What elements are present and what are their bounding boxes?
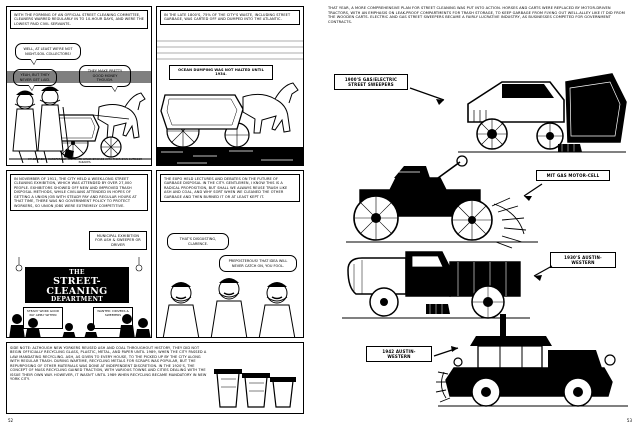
panel-1-bubble-1: WELL, AT LEAST WE'RE NOT NIGHT-SOIL COLLECTORS! — [15, 43, 81, 60]
panel-4-artwork — [157, 275, 304, 338]
panel-4-caption: THE EXPO HELD LECTURES AND DEBATES ON THE FUTURE OF GARBAGE DISPOSAL IN THE CITY. GENTLEMEN, I KNOW THIS IS A RADICAL PROPOSITION, BUT SHALL WE ALWAYS REUSE TRASH LIKE ASH AND COAL, AND WHY SORT WHEN WE CLEANED THE OTHER GARBAGE AND THEN BURNED IT OR AT LEAST KEPT IT. — [160, 174, 300, 202]
panel-4 — [156, 170, 304, 338]
exhibit-sign-line-2: STREET-CLEANING — [46, 275, 108, 297]
vehicle-three-wheel-motor-sweeper — [342, 156, 542, 252]
panel-2 — [156, 6, 304, 166]
left-folio: 52 — [8, 418, 14, 423]
panel-5 — [6, 342, 304, 414]
panel-3-sidesign-right: WANTED: DRIVERS & SWEEPERS — [93, 307, 133, 329]
panel-4-bubble-1: THAT'S DISGUSTING, CLARENCE. — [167, 233, 229, 250]
exhibit-sign-line-1: THE — [69, 269, 85, 276]
panel-5-artwork — [211, 349, 299, 411]
right-page — [322, 0, 640, 426]
vehicle-1942-austin-western — [438, 310, 630, 410]
right-folio: 53 — [626, 418, 632, 423]
label-1942-austin-western: 1942 AUSTIN-WESTERN — [366, 346, 432, 362]
panel-1 — [6, 6, 152, 166]
panel-1-credit: IMAGE CREDIT: SWEEPERS OF THE WHITE WINGS BRIGADE WITH THEIR OWN OUTDOOR PARADES. — [27, 157, 143, 164]
label-mit-gas-motor-cell: MIT GAS MOTOR-CELL — [536, 170, 610, 181]
panel-1-artwork — [7, 71, 152, 166]
panel-3-artwork — [7, 257, 152, 338]
panel-3-banner: MUNICIPAL EXHIBITION FOR ASH & SWEEPER OR DRIVER — [89, 231, 147, 250]
label-1930s-austin-western: 1930'S AUSTIN-WESTERN — [550, 252, 616, 268]
panel-2-artwork — [157, 35, 304, 166]
vehicle-1900s-gas-electric-sweeper — [450, 60, 630, 156]
left-page — [0, 0, 318, 426]
panel-2-sign: OCEAN DUMPING WAS NOT HALTED UNTIL 1934. — [169, 65, 273, 80]
panel-3-sidesign-left: STEADY WORK GOOD PAY APPLY WITHIN — [23, 307, 63, 329]
exhibit-sign-line-3: DEPARTMENT — [50, 295, 104, 303]
arrow-to-sweeper-1 — [410, 84, 454, 110]
label-1900s-sweepers: 1900'S GAS/ELECTRIC STREET SWEEPERS — [334, 74, 408, 90]
right-page-header-text: THAT YEAR, A MORE COMPREHENSIVE PLAN FOR STREET CLEANING WAS PUT INTO ACTION. HORSES AND CARTS WERE REPLACED BY MOTOR-DRIVEN TRACTORS, WITH AN EMPHASIS ON LEAK-PROOF COMPARTMENTS FOR TRASH STORAGE, TO KEEP GARBAGE FROM FLYING OUT WELL-ALLEY LIKE IT DID FROM THE WOODEN CARTS. ELECTRIC AND GAS STREET SWEEPERS BECAME A FAIRLY LUCRATIVE INDUSTRY, AS BUSINESSES COMPETED FOR GOVERNMENT CONTRACTS. — [328, 6, 625, 25]
panel-1-caption: WITH THE FORMING OF AN OFFICIAL STREET CLEANING COMMITTEE, CLEANERS WARRED REGULARLY IN TO 10-HOUR DAYS, AND WERE THE LOWEST PAID CIVIL SERVANTS. — [10, 10, 148, 29]
panel-3 — [6, 170, 152, 338]
panel-2-caption: IN THE LATE 1800'S, 75% OF THE CITY'S WASTE, INCLUDING STREET GARBAGE, WAS CARTED OFF AND DUMPED INTO THE ATLANTIC. — [160, 10, 300, 25]
panel-4-bubble-2: PREPOSTEROUS! THAT IDEA WILL NEVER CATCH ON, YOU FOOL. — [219, 255, 297, 272]
panel-3-caption: IN NOVEMBER OF 1911, THE CITY HELD A WEEK-LONG STREET CLEANING EXHIBITION, WHICH WAS ATTENDED BY OVER 27,000 PEOPLE. EXHIBITORS SHOWED OFF NEW AND IMPROVED TRASH DISPOSAL METHODS, WHILE CIVILIANS ATTENDED IN HOPES OF GETTING A UNION JOB WITH STEADY PAY AND REGULAR HOURS AT THAT TIME, THERE WAS NO GOVERNMENT POLICY TO PROTECT WORKERS, SO UNION JOBS WERE EXTREMELY COMPETITIVE. — [10, 174, 148, 211]
panel-5-caption: SIDE NOTE: ALTHOUGH NEW YORKERS REUSED ASH AND COAL THROUGHOUT HISTORY, THEY DID NOT BEGIN OFFICIALLY RECYCLING GLASS, PLASTIC, METAL, AND PAPER UNTIL 1989, WHEN THE CITY PASSED A LAW MANDATING RECYCLING. ASH, AS GIVEN TO EVERY HOUSE, TO THE PICKED UP BY THE CITY ALONG WITH REGULAR TRASH. DURING WARTIME, RECYCLING METALS FOR SCRAPS WAS POPULAR, BUT THE REPURPOSING OF OTHER MATERIALS WAS DONE AT INDEPENDENT DISCRETION. IN THE 1920'S, THE CONCEPT OF MASS RECYCLING GAINED TRACTION, WITH VARIOUS TOWNS AND CITIES DEALING WITH THE ISSUE THEIR OWN WAY. HOWEVER, IT WASN'T UNTIL 1989 WHEN RECYCLING BECAME MANDATORY IN NEW YORK CITY. — [10, 346, 210, 382]
